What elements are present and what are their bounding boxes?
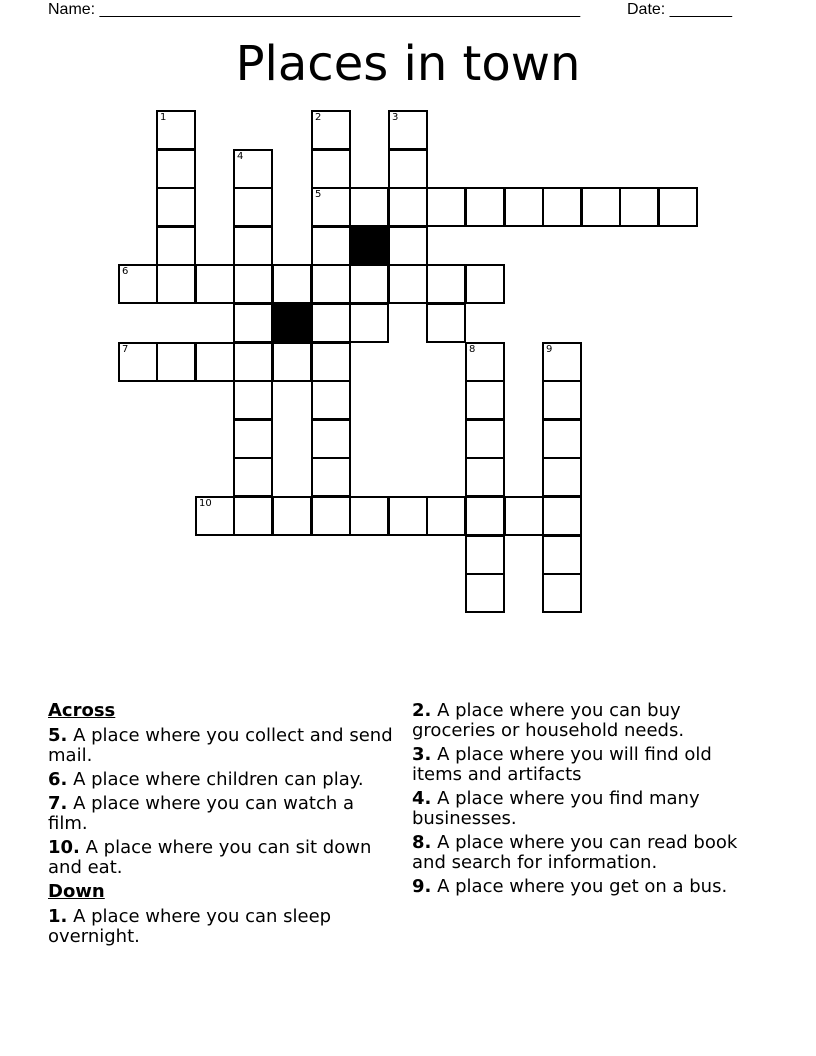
- crossword-cell[interactable]: [581, 187, 621, 227]
- clue-item: [412, 745, 762, 785]
- crossword-cell[interactable]: [156, 149, 196, 189]
- crossword-cell[interactable]: [465, 187, 505, 227]
- crossword-cell[interactable]: [233, 457, 273, 497]
- crossword-cell[interactable]: [272, 496, 312, 536]
- crossword-cell[interactable]: [465, 535, 505, 575]
- crossword-cell[interactable]: [272, 264, 312, 304]
- crossword-cell[interactable]: [311, 264, 351, 304]
- clue-text: A place where you can sleep overnight.: [48, 906, 332, 947]
- crossword-cell[interactable]: [542, 573, 582, 613]
- crossword-cell[interactable]: [311, 149, 351, 189]
- crossword-cell[interactable]: [465, 380, 505, 420]
- black-square: [272, 303, 312, 343]
- clue-number: 7: [122, 344, 129, 355]
- crossword-cell[interactable]: [233, 187, 273, 227]
- clue-text: A place where you can read book and search for information.: [412, 832, 738, 873]
- crossword-cell[interactable]: [542, 380, 582, 420]
- crossword-cell[interactable]: [658, 187, 698, 227]
- crossword-cell[interactable]: [388, 187, 428, 227]
- down-clue-list-right: [412, 701, 762, 897]
- crossword-cell[interactable]: [388, 149, 428, 189]
- clue-number-label: 8.: [412, 832, 432, 853]
- clue-item: [48, 838, 396, 878]
- clue-number-label: 1.: [48, 906, 68, 927]
- crossword-cell[interactable]: [349, 496, 389, 536]
- date-field-label: Date: _______: [627, 1, 732, 18]
- crossword-cell[interactable]: [465, 419, 505, 459]
- crossword-cell[interactable]: [426, 496, 466, 536]
- crossword-cell[interactable]: [156, 264, 196, 304]
- crossword-cell[interactable]: [233, 226, 273, 266]
- crossword-cell[interactable]: [156, 110, 196, 150]
- crossword-cell[interactable]: [349, 303, 389, 343]
- clue-text: A place where you collect and send mail.: [48, 725, 393, 766]
- clue-text: A place where you can buy groceries or household needs.: [412, 700, 685, 741]
- clue-text: A place where you can watch a film.: [48, 793, 355, 834]
- clue-item: [48, 794, 396, 834]
- crossword-cell[interactable]: [311, 457, 351, 497]
- crossword-cell[interactable]: [349, 187, 389, 227]
- across-clue-list: [48, 726, 396, 878]
- crossword-cell[interactable]: [195, 342, 235, 382]
- crossword-cell[interactable]: [156, 187, 196, 227]
- crossword-cell[interactable]: [118, 342, 158, 382]
- clue-item: [412, 833, 762, 873]
- crossword-cell[interactable]: [542, 496, 582, 536]
- down-heading: Down: [48, 881, 105, 902]
- crossword-cell[interactable]: [349, 264, 389, 304]
- clue-number: 5: [315, 189, 322, 200]
- crossword-cell[interactable]: [311, 303, 351, 343]
- crossword-cell[interactable]: [619, 187, 659, 227]
- across-heading: Across: [48, 700, 116, 721]
- clue-text: A place where children can play.: [67, 769, 364, 790]
- clue-number-label: 7.: [48, 793, 68, 814]
- clue-text: A place where you can sit down and eat.: [48, 837, 372, 878]
- crossword-cell[interactable]: [426, 264, 466, 304]
- clue-number-label: 3.: [412, 744, 432, 765]
- clues-right-column: [412, 701, 762, 901]
- clue-number: 4: [237, 151, 244, 162]
- clues-left-column: [48, 701, 396, 951]
- crossword-cell[interactable]: [465, 457, 505, 497]
- clue-item: [412, 789, 762, 829]
- crossword-cell[interactable]: [156, 342, 196, 382]
- page-title: Places in town: [235, 36, 581, 92]
- crossword-cell[interactable]: [311, 380, 351, 420]
- clue-item: [412, 701, 762, 741]
- clue-number: 10: [199, 498, 212, 509]
- crossword-cell[interactable]: [388, 264, 428, 304]
- crossword-cell[interactable]: [542, 187, 582, 227]
- clue-number: 9: [546, 344, 553, 355]
- crossword-cell[interactable]: [311, 342, 351, 382]
- crossword-cell[interactable]: [233, 380, 273, 420]
- crossword-cell[interactable]: [233, 496, 273, 536]
- clue-number-label: 10.: [48, 837, 80, 858]
- clue-number-label: 9.: [412, 876, 432, 897]
- crossword-cell[interactable]: [542, 535, 582, 575]
- clue-number-label: 6.: [48, 769, 68, 790]
- clue-number-label: 5.: [48, 725, 68, 746]
- clue-number-label: 2.: [412, 700, 432, 721]
- clue-number: 2: [315, 112, 322, 123]
- crossword-cell[interactable]: [542, 342, 582, 382]
- crossword-cell[interactable]: [311, 419, 351, 459]
- crossword-cell[interactable]: [388, 110, 428, 150]
- crossword-cell[interactable]: [272, 342, 312, 382]
- crossword-cell[interactable]: [118, 264, 158, 304]
- crossword-cell[interactable]: [542, 419, 582, 459]
- clue-number: 6: [122, 266, 129, 277]
- crossword-cell[interactable]: [465, 573, 505, 613]
- clue-number: 8: [469, 344, 476, 355]
- crossword-cell[interactable]: [233, 149, 273, 189]
- clue-text: A place where you find many businesses.: [412, 788, 700, 829]
- crossword-cell[interactable]: [195, 264, 235, 304]
- crossword-cell[interactable]: [465, 342, 505, 382]
- crossword-cell[interactable]: [388, 496, 428, 536]
- clue-item: [412, 877, 762, 897]
- crossword-cell[interactable]: [388, 226, 428, 266]
- crossword-cell[interactable]: [233, 419, 273, 459]
- crossword-cell[interactable]: [156, 226, 196, 266]
- clue-number-label: 4.: [412, 788, 432, 809]
- crossword-cell[interactable]: [233, 264, 273, 304]
- crossword-cell[interactable]: [311, 226, 351, 266]
- down-clue-list-left: [48, 907, 396, 947]
- crossword-cell[interactable]: [233, 303, 273, 343]
- crossword-cell[interactable]: [233, 342, 273, 382]
- black-square: [349, 226, 389, 266]
- crossword-cell[interactable]: [195, 496, 235, 536]
- name-field-label: Name: ______________________________________________________: [48, 1, 581, 18]
- clue-item: [48, 907, 396, 947]
- clue-text: A place where you get on a bus.: [431, 876, 728, 897]
- clue-number: 1: [160, 112, 167, 123]
- crossword-cell[interactable]: [311, 496, 351, 536]
- crossword-cell[interactable]: [426, 187, 466, 227]
- clue-text: A place where you will find old items and artifacts: [412, 744, 712, 785]
- crossword-cell[interactable]: [542, 457, 582, 497]
- crossword-cell[interactable]: [504, 496, 544, 536]
- clue-item: [48, 770, 396, 790]
- crossword-cell[interactable]: [311, 110, 351, 150]
- clue-number: 3: [392, 112, 399, 123]
- crossword-cell[interactable]: [426, 303, 466, 343]
- crossword-cell[interactable]: [504, 187, 544, 227]
- crossword-cell[interactable]: [465, 496, 505, 536]
- crossword-cell[interactable]: [311, 187, 351, 227]
- clue-item: [48, 726, 396, 766]
- crossword-cell[interactable]: [465, 264, 505, 304]
